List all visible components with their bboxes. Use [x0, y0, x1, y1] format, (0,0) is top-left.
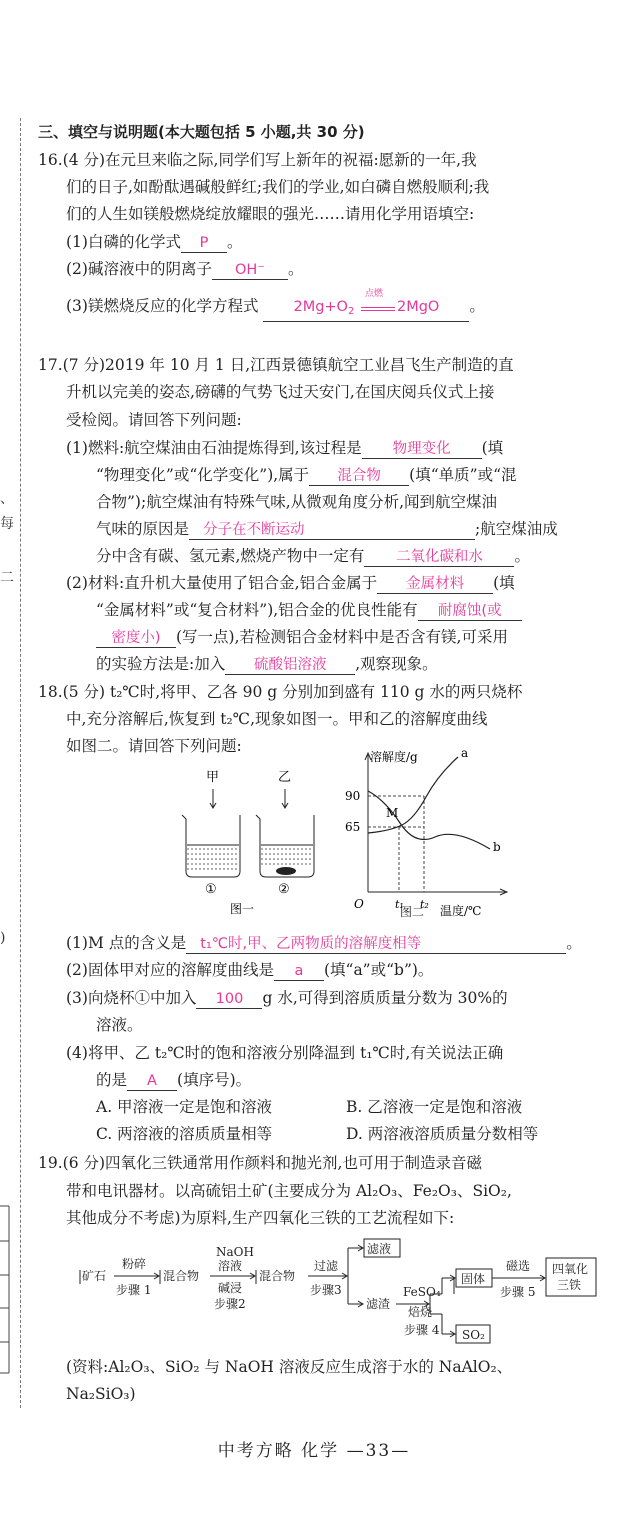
text: (1)燃料:航空煤油由石油提炼得到,该过程是: [66, 439, 362, 457]
text: (3)向烧杯①中加入: [66, 989, 197, 1007]
period: 。: [566, 934, 582, 952]
q19-line1: 19.(6 分)四氧化三铁通常用作颜料和抛光剂,也可用于制造录音磁: [38, 1154, 482, 1172]
q18-part4-row2: [96, 1070, 608, 1091]
q16-answer-2: OH⁻: [212, 261, 288, 280]
figure-2-caption-text: 图二: [400, 905, 425, 919]
q17-answer-2: 混合物: [309, 467, 409, 486]
q18-answer-3: 100: [196, 990, 262, 1009]
q16-line2: 们的日子,如酚酞遇碱般鲜红;我们的学业,如白磷自燃般顺利;我: [66, 178, 490, 196]
q17-answer-6b: 密度小): [96, 629, 176, 648]
reaction-arrow: [361, 289, 395, 311]
margin-fragment: ): [0, 930, 6, 946]
flow-residue: 滤渣: [366, 1297, 391, 1311]
curve-b-label: b: [493, 840, 501, 854]
q18-options-row2: [96, 1124, 608, 1144]
text: 的是: [96, 1071, 128, 1089]
q17-line3: 受检阅。请回答下列问题:: [66, 411, 242, 429]
flow-step2-bottom: 步骤2: [214, 1297, 246, 1311]
q17-p2-row1: [66, 573, 608, 594]
flow-magnet: 磁选: [506, 1259, 531, 1273]
q18-line1: 18.(5 分) t₂℃时,将甲、乙各 90 g 分别加到盛有 110 g 水的两只烧杯: [38, 683, 523, 701]
text: (2)材料:直升机大量使用了铝合金,铝合金属于: [66, 574, 378, 592]
q16-part1: [66, 232, 608, 253]
q18-answer-1: t₁℃时,甲、乙两物质的溶解度相等: [186, 935, 566, 954]
process-flow-diagram: [70, 1238, 610, 1348]
q18-line2: 中,充分溶解后,恢复到 t₂℃,现象如图一。甲和乙的溶解度曲线: [66, 710, 488, 728]
equation-subscript: 2: [347, 306, 355, 317]
q16-p2-text: (2)碱溶液中的阴离子: [66, 260, 212, 278]
flow-mix1: 混合物: [163, 1269, 200, 1283]
q18-options-row1: [96, 1097, 608, 1117]
flow-so2: SO₂: [462, 1328, 485, 1342]
beaker-1-solution: [187, 845, 239, 869]
option-a: A. 甲溶液一定是饱和溶液: [96, 1098, 273, 1116]
text: (填: [493, 574, 515, 592]
curve-a-label: a: [461, 746, 469, 760]
margin-table-fragment: [0, 1205, 10, 1375]
q17-p1-row3: 合物”);航空煤油有特殊气味,从微观角度分析,闻到航空煤油: [96, 493, 498, 511]
y-tick-65: 65: [345, 820, 361, 834]
q17-p2-row2: [96, 600, 608, 621]
margin-fragment: 、: [0, 491, 14, 507]
reaction-condition: 点燃: [364, 289, 383, 299]
flow-mix2: 混合物: [259, 1269, 296, 1283]
label-yi: 乙: [278, 770, 292, 785]
flow-step1-top: 粉碎: [122, 1257, 147, 1271]
x-axis-label: 温度/℃: [440, 904, 482, 918]
q16-line3: 们的人生如镁般燃烧绽放耀眼的强光……请用化学用语填空:: [66, 205, 475, 223]
text: 气味的原因是: [96, 520, 190, 538]
text: “物理变化”或“化学变化”),属于: [96, 466, 310, 484]
text: “金属材料”或“复合材料”),铝合金的优良性能有: [96, 601, 418, 619]
flow-roast: 焙烧: [408, 1305, 433, 1319]
q19-line3: 其他成分不考虑)为原料,生产四氧化三铁的工艺流程如下:: [66, 1209, 455, 1227]
margin-fragment: 每: [0, 516, 14, 532]
q18-part1: [66, 933, 608, 954]
q18-part4-row1: (4)将甲、乙 t₂℃时的饱和溶液分别降温到 t₁℃时,有关说法正确: [66, 1044, 504, 1062]
text: (写一点),若检测铝合金材料中是否含有镁,可采用: [176, 628, 508, 646]
flow-feso4: FeSO₄: [403, 1285, 441, 1299]
text: (填“a”或“b”)。: [323, 961, 434, 979]
section-heading: 三、填空与说明题(本大题包括 5 小题,共 30 分): [38, 123, 365, 141]
q17-line2: 升机以完美的姿态,磅礴的气势飞过天安门,在国庆阅兵仪式上接: [66, 383, 495, 401]
q17-answer-5: 金属材料: [377, 575, 493, 594]
q16-part3: [66, 289, 608, 322]
text: ;航空煤油成: [475, 520, 558, 538]
text: g 水,可得到溶质质量分数为 30%的: [262, 989, 508, 1007]
period: 。: [287, 260, 304, 278]
q17-p2-row3: [96, 627, 608, 648]
period: 。: [226, 233, 243, 251]
option-c: C. 两溶液的溶质质量相等: [96, 1125, 273, 1143]
q17-p2-row4: [96, 654, 608, 675]
flow-ore: 矿石: [82, 1269, 107, 1283]
curve-b: [368, 791, 490, 849]
flow-step5: 步骤 5: [500, 1285, 536, 1299]
x-tick-t2: t₂: [420, 898, 429, 911]
binding-line: [20, 118, 21, 1408]
text: (1)M 点的含义是: [66, 934, 187, 952]
q17-line1: 17.(7 分)2019 年 10 月 1 日,江西景德镇航空工业昌飞生产制造的直: [38, 356, 514, 374]
flow-product-line1: 四氧化: [552, 1262, 589, 1276]
flow-filter: 过滤: [314, 1259, 339, 1273]
flow-step1-bottom: 步骤 1: [116, 1283, 152, 1297]
q16-part2: [66, 259, 608, 280]
q17-answer-1: 物理变化: [362, 440, 482, 459]
text: (填“单质”或“混: [409, 466, 517, 484]
q16-p3-text: (3)镁燃烧反应的化学方程式: [66, 297, 259, 315]
q18-line3: 如图二。请回答下列问题:: [66, 737, 242, 755]
q16-answer-3: [263, 289, 469, 322]
point-m-label: M: [386, 806, 399, 820]
q19-line2: 带和电讯器材。以高硫铝土矿(主要成分为 Al₂O₃、Fe₂O₃、SiO₂,: [66, 1182, 512, 1200]
flow-solution: 溶液: [218, 1259, 243, 1273]
x-tick-t1: t₁: [395, 898, 404, 911]
flow-filtrate: 滤液: [367, 1242, 392, 1256]
q17-p1-row1: [66, 438, 608, 459]
q17-answer-3: 分子在不断运动: [189, 521, 475, 540]
text: (填序号)。: [177, 1071, 252, 1089]
figure-1-beakers: [170, 765, 320, 925]
equation-right: 2MgO: [396, 299, 440, 315]
q19-note-line2: Na₂SiO₃): [66, 1385, 136, 1403]
text: (2)固体甲对应的溶解度曲线是: [66, 961, 274, 979]
margin-fragment: 二: [0, 570, 14, 586]
flow-step3: 步骤3: [310, 1283, 342, 1297]
text: 的实验方法是:加入: [96, 655, 226, 673]
figure-2-solubility-chart: [340, 745, 520, 925]
q17-p1-row2: [96, 465, 608, 486]
label-jia: 甲: [206, 770, 220, 785]
q17-p1-row4: [96, 519, 608, 540]
figure-1-caption: 图一: [230, 902, 255, 916]
beaker-2-label: ②: [278, 882, 290, 897]
text: (填: [481, 439, 504, 457]
flow-naoh: NaOH: [216, 1245, 254, 1259]
beaker-1-label: ①: [205, 882, 217, 897]
q16-answer-1: P: [181, 234, 227, 253]
q18-answer-2: a: [274, 962, 324, 981]
q17-p1-row5: [96, 546, 608, 567]
undissolved-solid: [276, 867, 296, 875]
q17-answer-7: 硫酸铝溶液: [225, 656, 355, 675]
equation-left: 2Mg+O: [293, 299, 348, 315]
flow-solid: 固体: [461, 1272, 486, 1286]
period: 。: [514, 547, 530, 565]
q16-line1: 16.(4 分)在元旦来临之际,同学们写上新年的祝福:愿新的一年,我: [38, 151, 477, 169]
q19-note-line1: (资料:Al₂O₃、SiO₂ 与 NaOH 溶液反应生成溶于水的 NaAlO₂、: [66, 1358, 513, 1376]
q17-answer-4: 二氧化碳和水: [364, 548, 514, 567]
origin-label: O: [354, 897, 364, 911]
text: 分中含有碳、氢元素,燃烧产物中一定有: [96, 547, 365, 565]
curve-a: [368, 757, 458, 833]
option-b: B. 乙溶液一定是饱和溶液: [346, 1098, 523, 1116]
flow-step2-top: 碱浸: [218, 1281, 243, 1295]
flow-step4: 步骤 4: [404, 1323, 440, 1337]
page-footer: 中考方略 化学 —33—: [217, 1441, 411, 1461]
q16-p1-text: (1)白磷的化学式: [66, 233, 181, 251]
q18-answer-4: A: [127, 1072, 177, 1091]
option-d: D. 两溶液溶质质量分数相等: [346, 1125, 539, 1143]
y-axis-label: 溶解度/g: [370, 750, 418, 764]
q18-part3: [66, 988, 608, 1009]
q18-part3-cont: 溶液。: [96, 1016, 143, 1034]
q17-answer-6a: 耐腐蚀(或: [418, 602, 522, 621]
y-tick-90: 90: [345, 789, 361, 803]
flow-product-line2: 三铁: [557, 1278, 582, 1292]
text: ,观察现象。: [355, 655, 438, 673]
period: 。: [469, 297, 485, 315]
beaker-2-solution: [261, 845, 313, 875]
q18-part2: [66, 960, 608, 981]
